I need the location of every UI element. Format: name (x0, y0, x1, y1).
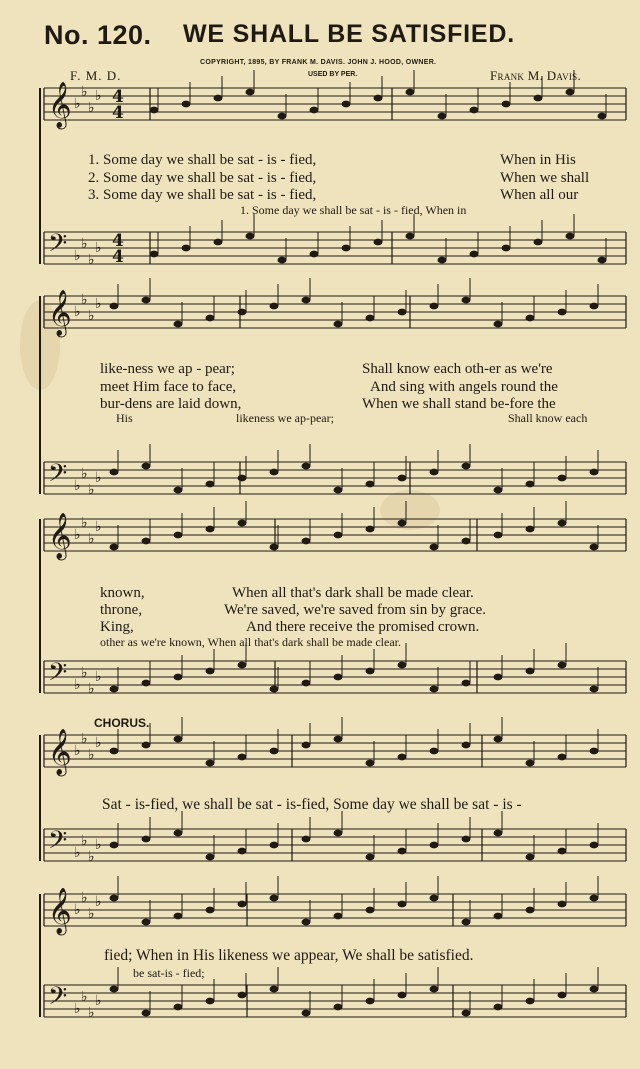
notehead (566, 89, 575, 96)
notehead (142, 1010, 151, 1017)
notehead (366, 998, 375, 1005)
bass-lyric-2a: His (116, 411, 133, 425)
notehead (470, 251, 479, 258)
notehead (142, 538, 151, 545)
flat-icon: ♭ (88, 482, 95, 498)
notehead (558, 992, 567, 999)
notehead (334, 830, 343, 837)
notehead (334, 487, 343, 494)
notehead (206, 481, 215, 488)
notehead (494, 736, 503, 743)
notehead (206, 998, 215, 1005)
notehead (590, 986, 599, 993)
notehead (374, 239, 383, 246)
notehead (334, 913, 343, 920)
notehead (110, 842, 119, 849)
notehead (366, 668, 375, 675)
verse-2-line-1-end: When we shall (500, 170, 590, 186)
notehead (438, 257, 447, 264)
treble-clef-icon: 𝄞 (48, 290, 72, 336)
chorus-lyric-2: fied; When in His likeness we appear, We shall be satisfied. (104, 947, 474, 964)
verse-1-line-1-end: When in His (500, 152, 576, 168)
notehead (302, 742, 311, 749)
copyright-notice: COPYRIGHT, 1895, BY FRANK M. DAVIS. JOHN J. HOOD, OWNER. (200, 59, 437, 66)
notehead (206, 760, 215, 767)
flat-icon: ♭ (74, 902, 81, 918)
notehead (110, 544, 119, 551)
notehead (182, 245, 191, 252)
flat-icon: ♭ (74, 527, 81, 543)
notehead (174, 532, 183, 539)
flat-icon: ♭ (81, 890, 88, 906)
notehead (214, 95, 223, 102)
notehead (590, 469, 599, 476)
flat-icon: ♭ (88, 100, 95, 116)
flat-icon: ♭ (81, 236, 88, 252)
flat-icon: ♭ (74, 248, 81, 264)
notehead (270, 895, 279, 902)
notehead (142, 680, 151, 687)
notehead (206, 907, 215, 914)
flat-icon: ♭ (74, 845, 81, 861)
flat-icon: ♭ (74, 304, 81, 320)
notehead (462, 297, 471, 304)
notehead (110, 986, 119, 993)
verse-2-line-3-end: We're saved, we're saved from sin by grace. (224, 602, 487, 618)
notehead (438, 113, 447, 120)
notehead (534, 95, 543, 102)
notehead (494, 674, 503, 681)
notehead (174, 913, 183, 920)
treble-clef-icon: 𝄞 (48, 513, 72, 559)
notehead (206, 526, 215, 533)
notehead (398, 475, 407, 482)
notehead (174, 321, 183, 328)
notehead (526, 854, 535, 861)
notehead (302, 919, 311, 926)
flat-icon: ♭ (81, 84, 88, 100)
flat-icon: ♭ (95, 735, 102, 751)
notehead (366, 760, 375, 767)
flat-icon: ♭ (88, 1005, 95, 1021)
notehead (206, 315, 215, 322)
hymn-number: No. 120. (44, 20, 152, 50)
flat-icon: ♭ (74, 743, 81, 759)
notehead (334, 736, 343, 743)
notehead (374, 95, 383, 102)
notehead (142, 742, 151, 749)
notehead (526, 760, 535, 767)
notehead (462, 463, 471, 470)
notehead (462, 680, 471, 687)
flat-icon: ♭ (81, 731, 88, 747)
notehead (494, 321, 503, 328)
flat-icon: ♭ (95, 993, 102, 1009)
notehead (462, 1010, 471, 1017)
notehead (558, 309, 567, 316)
notehead (526, 998, 535, 1005)
notehead (558, 662, 567, 669)
notehead (334, 321, 343, 328)
treble-clef-icon: 𝄞 (48, 82, 72, 128)
notehead (366, 854, 375, 861)
notehead (502, 245, 511, 252)
bass-clef-icon: 𝄢 (48, 982, 68, 1017)
verse-1-line-2: like-ness we ap - pear; (100, 361, 235, 377)
flat-icon: ♭ (95, 519, 102, 535)
notehead (558, 475, 567, 482)
notehead (566, 233, 575, 240)
notehead (366, 526, 375, 533)
verse-3-line-3-end: And there receive the promised crown. (246, 619, 480, 635)
notehead (526, 907, 535, 914)
used-by-notice: USED BY PER. (308, 71, 358, 78)
notehead (110, 686, 119, 693)
flat-icon: ♭ (95, 837, 102, 853)
notehead (398, 662, 407, 669)
notehead (278, 257, 287, 264)
notehead (334, 532, 343, 539)
notehead (238, 662, 247, 669)
notehead (366, 481, 375, 488)
bass-lyric-5: be sat-is - fied; (133, 966, 205, 980)
verse-1-line-3: known, (100, 585, 145, 601)
notehead (302, 836, 311, 843)
verse-3-line-3: King, (100, 619, 134, 635)
notehead (598, 113, 607, 120)
notehead (270, 544, 279, 551)
notehead (406, 233, 415, 240)
bass-clef-icon: 𝄢 (48, 229, 68, 264)
notehead (558, 848, 567, 855)
notehead (398, 309, 407, 316)
notehead (182, 101, 191, 108)
flat-icon: ♭ (74, 478, 81, 494)
flat-icon: ♭ (81, 292, 88, 308)
notehead (558, 520, 567, 527)
verse-2-line-2: meet Him face to face, (100, 379, 237, 395)
notehead (110, 895, 119, 902)
time-signature: 4 (112, 103, 124, 123)
bass-lyric-3: other as we're known, When all that's dark shall be made clear. (100, 635, 401, 649)
flat-icon: ♭ (95, 88, 102, 104)
verse-1-line-2-end: Shall know each oth-er as we're (362, 361, 553, 377)
flat-icon: ♭ (74, 1001, 81, 1017)
notehead (214, 239, 223, 246)
treble-clef-icon: 𝄞 (48, 888, 72, 934)
flat-icon: ♭ (88, 906, 95, 922)
notehead (430, 986, 439, 993)
notehead (270, 303, 279, 310)
flat-icon: ♭ (88, 681, 95, 697)
notehead (174, 1004, 183, 1011)
notehead (534, 239, 543, 246)
notehead (526, 481, 535, 488)
verse-2-line-2-end: And sing with angels round the (370, 379, 558, 395)
notehead (206, 854, 215, 861)
bass-lyric-1: 1. Some day we shall be sat - is - fied, When in (240, 203, 467, 217)
notehead (150, 251, 159, 258)
notehead (310, 107, 319, 114)
flat-icon: ♭ (81, 989, 88, 1005)
notehead (142, 463, 151, 470)
notehead (462, 919, 471, 926)
notehead (110, 469, 119, 476)
notehead (526, 668, 535, 675)
notehead (142, 836, 151, 843)
notehead (270, 842, 279, 849)
composer-credit: Frank M. Davis. (490, 68, 582, 83)
bass-lyric-2b: likeness we ap-pear; (236, 411, 334, 425)
flat-icon: ♭ (88, 308, 95, 324)
notehead (366, 315, 375, 322)
notehead (494, 1004, 503, 1011)
notehead (238, 901, 247, 908)
flat-icon: ♭ (81, 515, 88, 531)
verse-3-line-1-end: When all our (500, 187, 579, 203)
notehead (278, 113, 287, 120)
notehead (342, 101, 351, 108)
notehead (238, 992, 247, 999)
flat-icon: ♭ (88, 252, 95, 268)
notehead (398, 754, 407, 761)
notehead (206, 668, 215, 675)
notehead (590, 303, 599, 310)
flat-icon: ♭ (95, 894, 102, 910)
notehead (238, 309, 247, 316)
notehead (302, 1010, 311, 1017)
notehead (590, 748, 599, 755)
notehead (590, 686, 599, 693)
flat-icon: ♭ (81, 833, 88, 849)
notehead (246, 89, 255, 96)
notehead (366, 907, 375, 914)
chorus-lyric-1: Sat - is-fied, we shall be sat - is-fied, Some day we shall be sat - is - (102, 796, 522, 813)
notehead (238, 848, 247, 855)
notehead (270, 469, 279, 476)
notehead (590, 895, 599, 902)
notehead (494, 487, 503, 494)
notehead (406, 89, 415, 96)
notehead (430, 748, 439, 755)
notehead (558, 754, 567, 761)
notehead (238, 475, 247, 482)
notehead (494, 913, 503, 920)
chorus-label: CHORUS. (94, 716, 150, 730)
verse-1-line-3-end: When all that's dark shall be made clear. (232, 585, 474, 601)
notehead (502, 101, 511, 108)
notehead (470, 107, 479, 114)
flat-icon: ♭ (95, 470, 102, 486)
bass-lyric-2c: Shall know each (508, 411, 588, 425)
flat-icon: ♭ (95, 240, 102, 256)
notehead (494, 532, 503, 539)
notehead (494, 830, 503, 837)
notehead (342, 245, 351, 252)
notehead (238, 754, 247, 761)
notehead (398, 901, 407, 908)
notehead (398, 992, 407, 999)
flat-icon: ♭ (74, 96, 81, 112)
notehead (430, 686, 439, 693)
notehead (142, 919, 151, 926)
notehead (310, 251, 319, 258)
flat-icon: ♭ (74, 677, 81, 693)
notehead (238, 520, 247, 527)
time-signature: 4 (112, 231, 124, 251)
treble-clef-icon: 𝄞 (48, 729, 72, 775)
notehead (174, 830, 183, 837)
verse-2-line-3: throne, (100, 602, 143, 618)
verse-3-line-2: bur-dens are laid down, (100, 396, 242, 412)
notehead (246, 233, 255, 240)
notehead (150, 107, 159, 114)
bass-clef-icon: 𝄢 (48, 826, 68, 861)
notehead (174, 736, 183, 743)
verse-2-line-1: 2. Some day we shall be sat - is - fied, (88, 170, 317, 186)
flat-icon: ♭ (88, 747, 95, 763)
notehead (270, 986, 279, 993)
notehead (142, 297, 151, 304)
notehead (110, 303, 119, 310)
bass-clef-icon: 𝄢 (48, 658, 68, 693)
notehead (302, 297, 311, 304)
verse-1-line-1: 1. Some day we shall be sat - is - fied, (88, 152, 317, 168)
notehead (334, 674, 343, 681)
hymn-title: WE SHALL BE SATISFIED. (183, 20, 515, 48)
notehead (430, 544, 439, 551)
verse-3-line-2-end: When we shall stand be-fore the (362, 396, 556, 412)
notehead (462, 836, 471, 843)
notehead (462, 538, 471, 545)
notehead (430, 842, 439, 849)
flat-icon: ♭ (81, 466, 88, 482)
notehead (270, 686, 279, 693)
notehead (398, 520, 407, 527)
time-signature: 4 (112, 247, 124, 267)
bass-clef-icon: 𝄢 (48, 459, 68, 494)
verse-3-line-1: 3. Some day we shall be sat - is - fied, (88, 187, 317, 203)
notehead (430, 469, 439, 476)
notehead (174, 674, 183, 681)
notehead (430, 895, 439, 902)
flat-icon: ♭ (95, 669, 102, 685)
flat-icon: ♭ (95, 296, 102, 312)
notehead (526, 526, 535, 533)
notehead (590, 544, 599, 551)
notehead (110, 748, 119, 755)
notehead (526, 315, 535, 322)
lyricist-credit: F. M. D. (70, 68, 122, 83)
time-signature: 4 (112, 87, 124, 107)
flat-icon: ♭ (88, 531, 95, 547)
notehead (302, 463, 311, 470)
flat-icon: ♭ (88, 849, 95, 865)
notehead (590, 842, 599, 849)
flat-icon: ♭ (81, 665, 88, 681)
notehead (302, 538, 311, 545)
notehead (174, 487, 183, 494)
notehead (270, 748, 279, 755)
notehead (398, 848, 407, 855)
notehead (598, 257, 607, 264)
notehead (334, 1004, 343, 1011)
notehead (430, 303, 439, 310)
notehead (302, 680, 311, 687)
notehead (558, 901, 567, 908)
notehead (462, 742, 471, 749)
